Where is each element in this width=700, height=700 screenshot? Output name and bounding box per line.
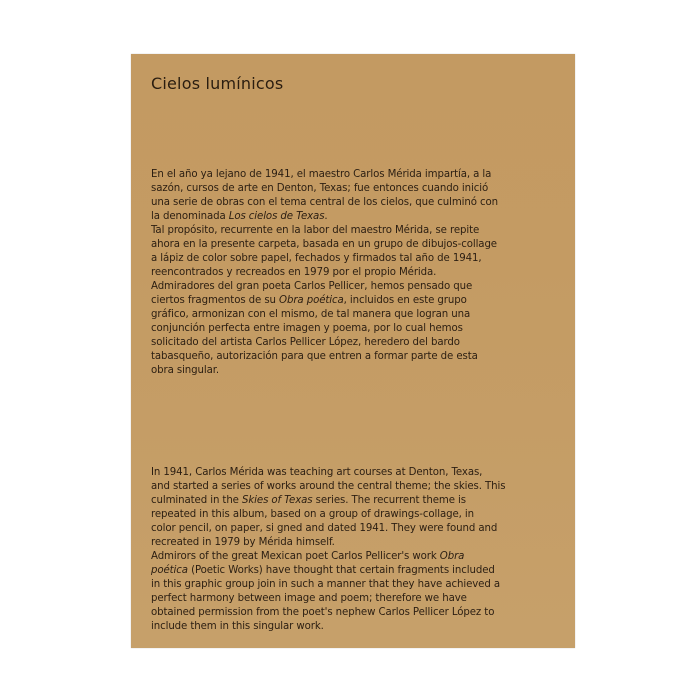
text-run: series. The recurrent theme is	[312, 495, 466, 506]
text-line	[151, 550, 561, 564]
italic-title: Obra	[439, 551, 465, 562]
paper-sheet	[131, 54, 575, 648]
text-line: perfect harmony between image and poem; therefore we have	[151, 593, 467, 604]
text-line: obra singular.	[151, 365, 220, 376]
text-line	[151, 294, 561, 308]
text-line: reencontrados y recreados en 1979 por el propio Mérida.	[151, 267, 437, 278]
text-line	[151, 494, 561, 508]
text-line: sazón, cursos de arte en Denton, Texas; fue entonces cuando inició	[151, 183, 489, 194]
text-line: gráfico, armonizan con el mismo, de tal manera que logran una	[151, 309, 471, 320]
text-run: Admirors of the great Mexican poet Carlos Pellicer's work	[151, 551, 440, 562]
text-run: culminated in the	[151, 495, 242, 506]
spanish-paragraph	[151, 168, 561, 378]
text-line: Admiradores del gran poeta Carlos Pellicer, hemos pensado que	[151, 281, 473, 292]
text-line	[151, 564, 561, 578]
text-run: , incluidos en este grupo	[343, 295, 467, 306]
text-line: include them in this singular work.	[151, 621, 324, 632]
spanish-text-block	[151, 168, 561, 378]
text-line: conjunción perfecta entre imagen y poema, por lo cual hemos	[151, 323, 463, 334]
english-text-block	[151, 466, 561, 634]
italic-title: Los cielos de Texas	[228, 211, 325, 222]
english-paragraph	[151, 466, 561, 634]
text-run: (Poetic Works) have thought that certain fragments included	[187, 565, 495, 576]
italic-title: Skies of Texas	[242, 495, 313, 506]
text-line: repeated in this album, based on a group of drawings-collage, in	[151, 509, 475, 520]
text-line: Tal propósito, recurrente en la labor del maestro Mérida, se repite	[151, 225, 480, 236]
text-line: recreated in 1979 by Mérida himself.	[151, 537, 335, 548]
text-line: tabasqueño, autorización para que entren a formar parte de esta	[151, 351, 478, 362]
text-line: in this graphic group join in such a manner that they have achieved a	[151, 579, 500, 590]
text-line: In 1941, Carlos Mérida was teaching art courses at Denton, Texas,	[151, 467, 483, 478]
text-line: obtained permission from the poet's nephew Carlos Pellicer López to	[151, 607, 495, 618]
text-run: la denominada	[151, 211, 229, 222]
text-line: En el año ya lejano de 1941, el maestro Carlos Mérida impartía, a la	[151, 169, 492, 180]
text-line: a lápiz de color sobre papel, fechados y firmados tal año de 1941,	[151, 253, 482, 264]
text-line: and started a series of works around the central theme; the skies. This	[151, 481, 506, 492]
text-line: solicitado del artista Carlos Pellicer López, heredero del bardo	[151, 337, 460, 348]
italic-title: Obra poética	[279, 295, 344, 306]
text-line: una serie de obras con el tema central de los cielos, que culminó con	[151, 197, 499, 208]
text-run: .	[324, 211, 328, 222]
text-line: color pencil, on paper, si gned and dated 1941. They were found and	[151, 523, 498, 534]
text-line: ahora en la presente carpeta, basada en un grupo de dibujos-collage	[151, 239, 497, 250]
text-run: ciertos fragmentos de su	[151, 295, 280, 306]
italic-title: poética	[151, 565, 188, 576]
page-title: Cielos lumínicos	[151, 74, 284, 93]
text-line	[151, 210, 561, 224]
